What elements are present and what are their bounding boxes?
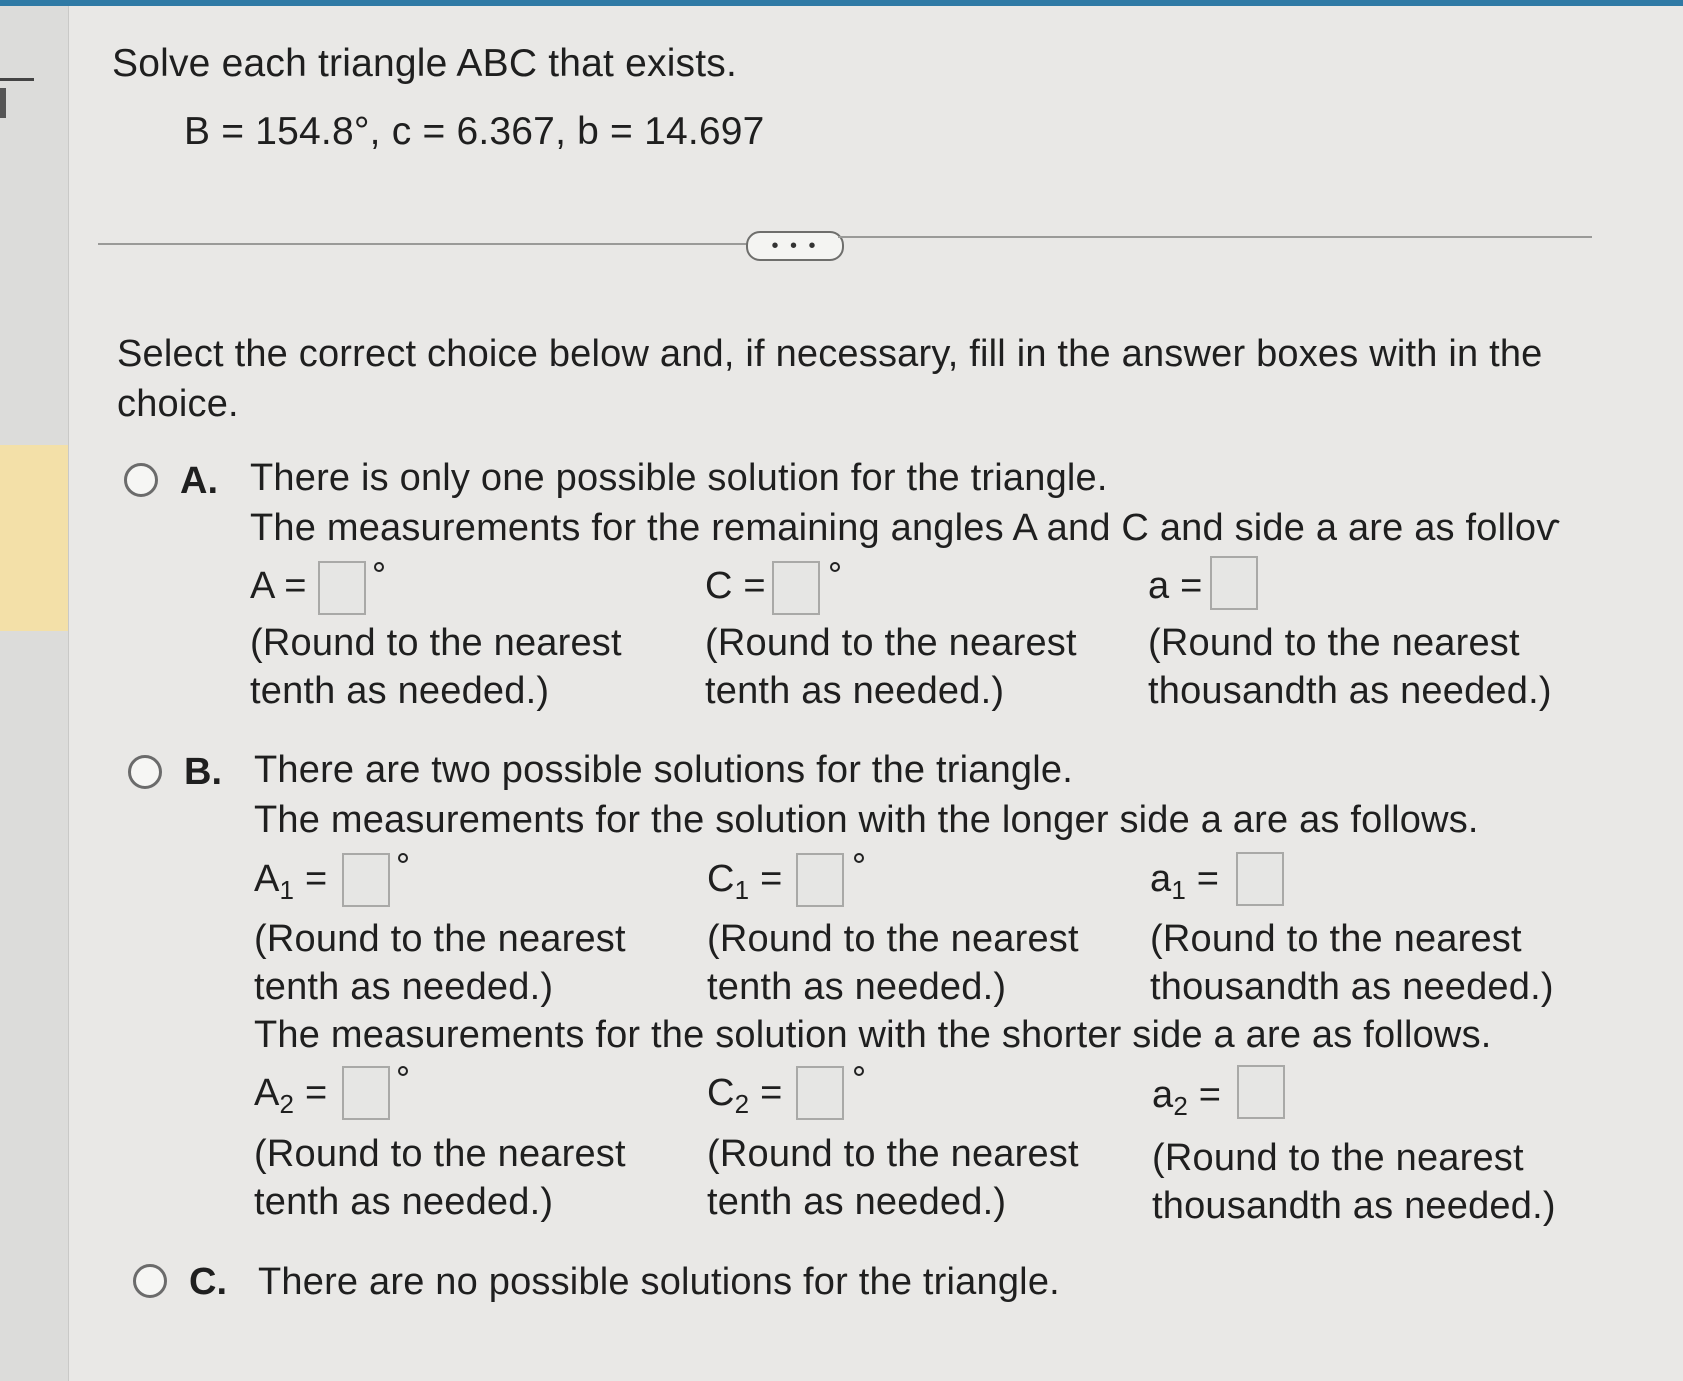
- instruction-line-2: choice.: [117, 383, 239, 425]
- top-bar: [0, 0, 1683, 6]
- choice-b-line-1: There are two possible solutions for the triangle.: [254, 749, 1073, 791]
- choice-a-hint-C-1: (Round to the nearest: [705, 622, 1077, 664]
- choice-a-label-A: A =: [250, 565, 307, 607]
- choice-b-hint-A1-1: (Round to the nearest: [254, 918, 626, 960]
- instruction-line-1: Select the correct choice below and, if necessary, fill in the answer boxes with in the: [117, 333, 1543, 375]
- choice-c-line-1: There are no possible solutions for the triangle.: [258, 1261, 1060, 1303]
- more-button[interactable]: • • •: [746, 231, 844, 261]
- choice-a-letter[interactable]: A.: [180, 460, 218, 502]
- choice-a-hint-a-2: thousandth as needed.): [1148, 670, 1552, 712]
- choice-b-hint-C1-2: tenth as needed.): [707, 966, 1007, 1008]
- choice-a-hint-A-2: tenth as needed.): [250, 670, 550, 712]
- choice-b-hint-A2-2: tenth as needed.): [254, 1181, 554, 1223]
- choice-b-hint-C2-2: tenth as needed.): [707, 1181, 1007, 1223]
- choice-a-hint-A-1: (Round to the nearest: [250, 622, 622, 664]
- choice-b-answer-a2[interactable]: [1237, 1065, 1285, 1119]
- choice-c-letter[interactable]: C.: [189, 1261, 227, 1303]
- degree-icon: [398, 1066, 408, 1076]
- problem-given: B = 154.8°, c = 6.367, b = 14.697: [184, 110, 765, 153]
- choice-a-answer-a[interactable]: [1210, 556, 1258, 610]
- choice-c-radio[interactable]: [133, 1264, 167, 1298]
- choice-b-answer-C2[interactable]: [796, 1066, 844, 1120]
- choice-b-answer-A2[interactable]: [342, 1066, 390, 1120]
- choice-b-label-a2: $a_2$ =: [1152, 1074, 1222, 1121]
- degree-icon: [854, 1066, 864, 1076]
- choice-b-label-A1: $A_1$ =: [254, 858, 328, 905]
- choice-a-hint-C-2: tenth as needed.): [705, 670, 1005, 712]
- choice-a-radio[interactable]: [124, 463, 158, 497]
- choice-b-label-A2: $A_2$ =: [254, 1072, 328, 1119]
- choice-a-line-1: There is only one possible solution for the triangle.: [250, 457, 1108, 499]
- choice-b-label-C2: $C_2$ =: [707, 1072, 783, 1119]
- choice-a-hint-a-1: (Round to the nearest: [1148, 622, 1520, 664]
- choice-b-letter[interactable]: B.: [184, 751, 222, 793]
- divider-left: [98, 243, 748, 245]
- degree-icon: [374, 562, 384, 572]
- choice-a-answer-C[interactable]: [772, 561, 820, 615]
- choice-b-label-a1: $a_1$ =: [1150, 858, 1220, 905]
- gutter-line: [0, 88, 6, 118]
- choice-b-hint-a2-2: thousandth as needed.): [1152, 1185, 1556, 1227]
- choice-b-hint-C1-1: (Round to the nearest: [707, 918, 1079, 960]
- choice-b-line-2: The measurements for the solution with the longer side a are as follows.: [254, 799, 1479, 841]
- divider-right: [838, 236, 1592, 238]
- question-highlight: [0, 445, 68, 631]
- choice-b-hint-A1-2: tenth as needed.): [254, 966, 554, 1008]
- choice-b-answer-C1[interactable]: [796, 853, 844, 907]
- choice-a-line-2: The measurements for the remaining angles A and C and side a are as folloѵ: [250, 507, 1561, 549]
- choice-b-hint-a2-1: (Round to the nearest: [1152, 1137, 1524, 1179]
- degree-icon: [854, 853, 864, 863]
- choice-b-hint-C2-1: (Round to the nearest: [707, 1133, 1079, 1175]
- choice-a-label-a: a =: [1148, 565, 1203, 607]
- degree-icon: [398, 853, 408, 863]
- choice-b-answer-a1[interactable]: [1236, 852, 1284, 906]
- back-arrow-icon[interactable]: [0, 78, 34, 81]
- left-gutter: [0, 6, 69, 1381]
- choice-b-hint-a1-2: thousandth as needed.): [1150, 966, 1554, 1008]
- choice-a-label-C: C =: [705, 565, 766, 607]
- problem-title: Solve each triangle ABC that exists.: [112, 42, 738, 85]
- choice-b-hint-a1-1: (Round to the nearest: [1150, 918, 1522, 960]
- choice-b-radio[interactable]: [128, 755, 162, 789]
- choice-b-answer-A1[interactable]: [342, 853, 390, 907]
- choice-a-answer-A[interactable]: [318, 561, 366, 615]
- degree-icon: [830, 562, 840, 572]
- choice-b-hint-A2-1: (Round to the nearest: [254, 1133, 626, 1175]
- choice-b-line-3: The measurements for the solution with the shorter side a are as follows.: [254, 1014, 1492, 1056]
- choice-b-label-C1: $C_1$ =: [707, 858, 783, 905]
